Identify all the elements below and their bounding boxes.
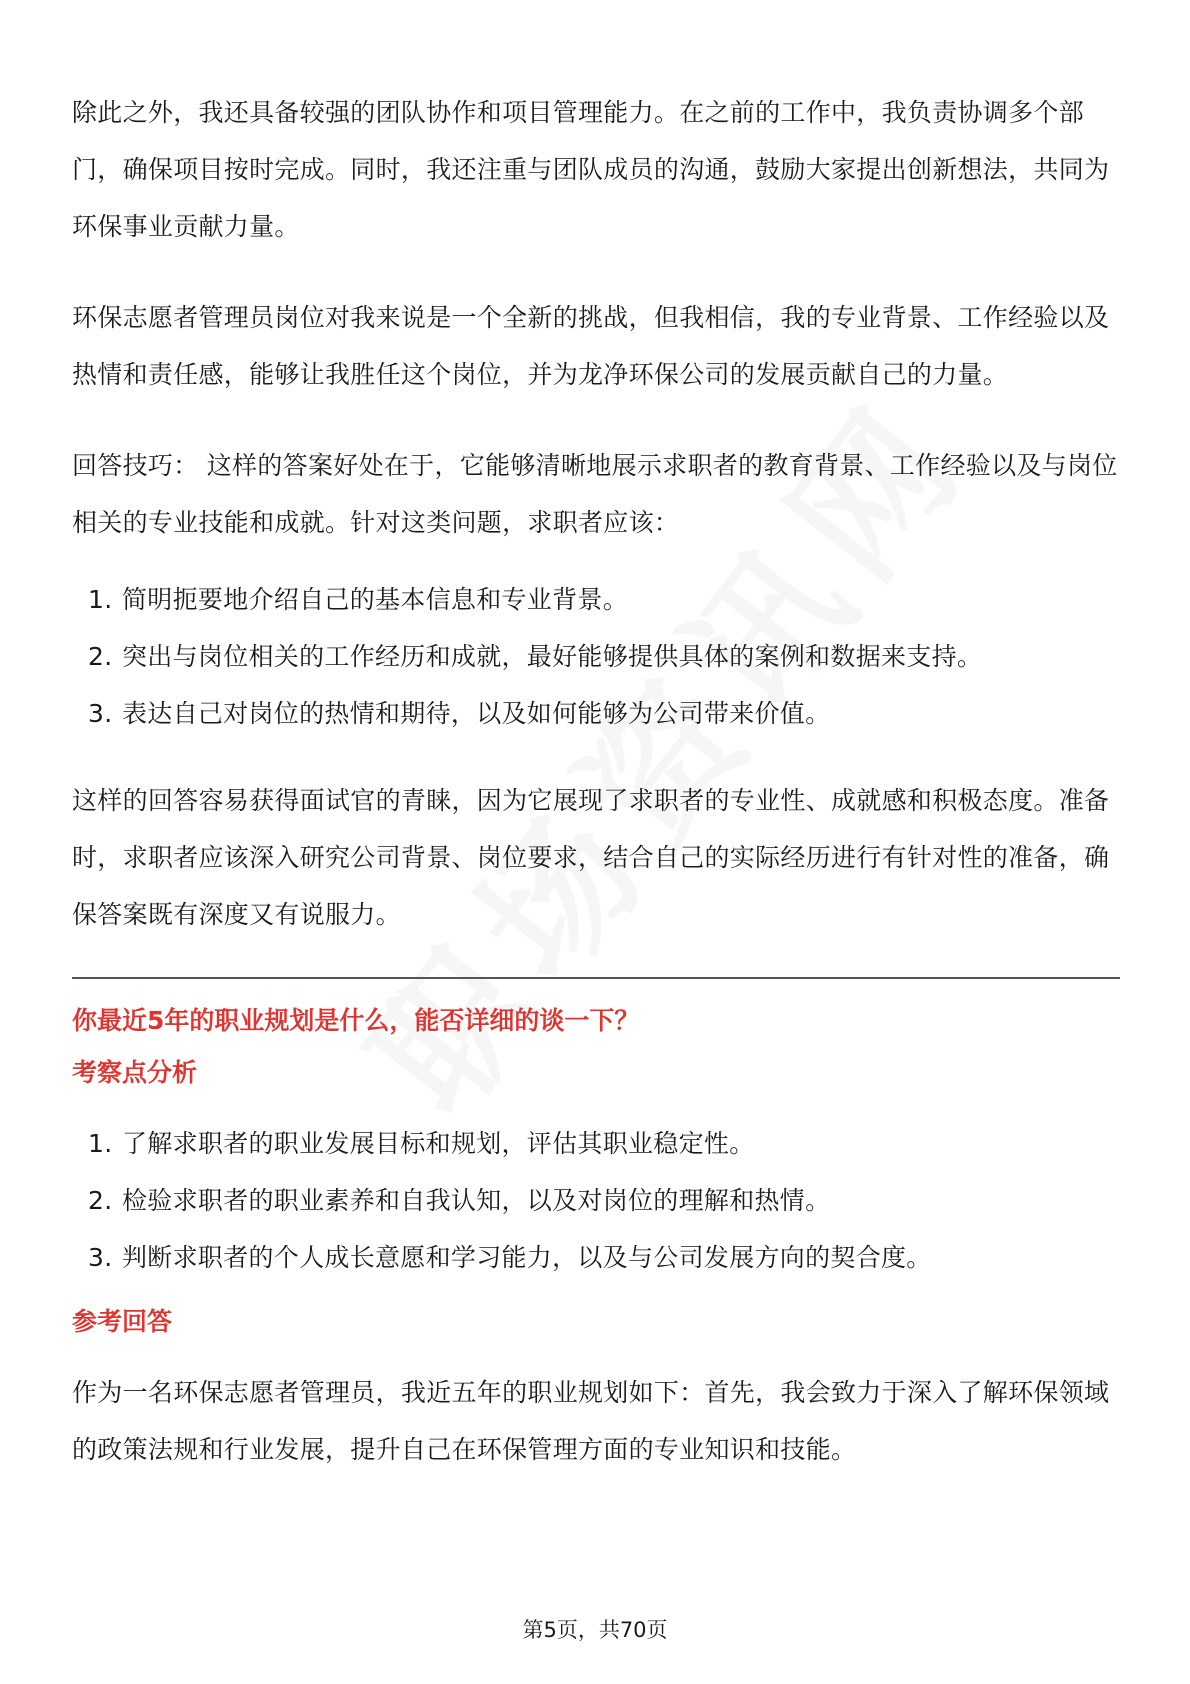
page-footer: 第5页，共70页 (522, 1618, 668, 1642)
reference-heading: 参考回答 (72, 1307, 173, 1336)
list-item (72, 1229, 1118, 1286)
paragraph-challenge: 环保志愿者管理员岗位对我来说是一个全新的挑战，但我相信，我的专业背景、工作经验以及热情和责任感，能够让我胜任这个岗位，并为龙净环保公司的发展贡献自己的力量。 (72, 303, 1110, 389)
list-item (72, 628, 1118, 685)
list-item-number: 2. (88, 642, 113, 671)
reference-paragraph: 作为一名环保志愿者管理员，我近五年的职业规划如下：首先，我会致力于深入了解环保领域的政策法规和行业发展，提升自己在环保管理方面的专业知识和技能。 (72, 1378, 1110, 1464)
page-content (72, 84, 1118, 1512)
answer-tip-label: 回答技巧： (72, 451, 199, 480)
list-item-number: 1. (88, 585, 113, 614)
list-item-text: 检验求职者的职业素养和自我认知，以及对岗位的理解和热情。 (122, 1186, 831, 1215)
tip-list (72, 571, 1118, 742)
list-item-number: 3. (88, 699, 113, 728)
list-item-text: 突出与岗位相关的工作经历和成就，最好能够提供具体的案例和数据来支持。 (122, 642, 983, 671)
summary-paragraph: 这样的回答容易获得面试官的青睐，因为它展现了求职者的专业性、成就感和积极态度。准备时，求职者应该深入研究公司背景、岗位要求，结合自己的实际经历进行有针对性的准备，确保答案既有深度又有说服力。 (72, 786, 1110, 929)
answer-tip-text: 这样的答案好处在于，它能够清晰地展示求职者的教育背景、工作经验以及与岗位相关的专业技能和成就。针对这类问题，求职者应该： (72, 451, 1118, 537)
list-item-text: 了解求职者的职业发展目标和规划，评估其职业稳定性。 (122, 1129, 755, 1158)
list-item (72, 1115, 1118, 1172)
paragraph-teamwork: 除此之外，我还具备较强的团队协作和项目管理能力。在之前的工作中，我负责协调多个部门，确保项目按时完成。同时，我还注重与团队成员的沟通，鼓励大家提出创新想法，共同为环保事业贡献力量。 (72, 98, 1110, 241)
list-item-text: 判断求职者的个人成长意愿和学习能力，以及与公司发展方向的契合度。 (122, 1243, 932, 1272)
answer-tip (72, 437, 1118, 551)
list-item (72, 1172, 1118, 1229)
list-item (72, 685, 1118, 742)
list-item-number: 2. (88, 1186, 113, 1215)
analysis-heading: 考察点分析 (72, 1058, 198, 1087)
list-item-text: 简明扼要地介绍自己的基本信息和专业背景。 (122, 585, 629, 614)
list-item-number: 1. (88, 1129, 113, 1158)
section-divider (72, 977, 1120, 979)
list-item-text: 表达自己对岗位的热情和期待，以及如何能够为公司带来价值。 (122, 699, 831, 728)
list-item (72, 571, 1118, 628)
list-item-number: 3. (88, 1243, 113, 1272)
question-heading: 你最近5年的职业规划是什么，能否详细的谈一下？ (72, 1006, 640, 1035)
analysis-list (72, 1115, 1118, 1286)
